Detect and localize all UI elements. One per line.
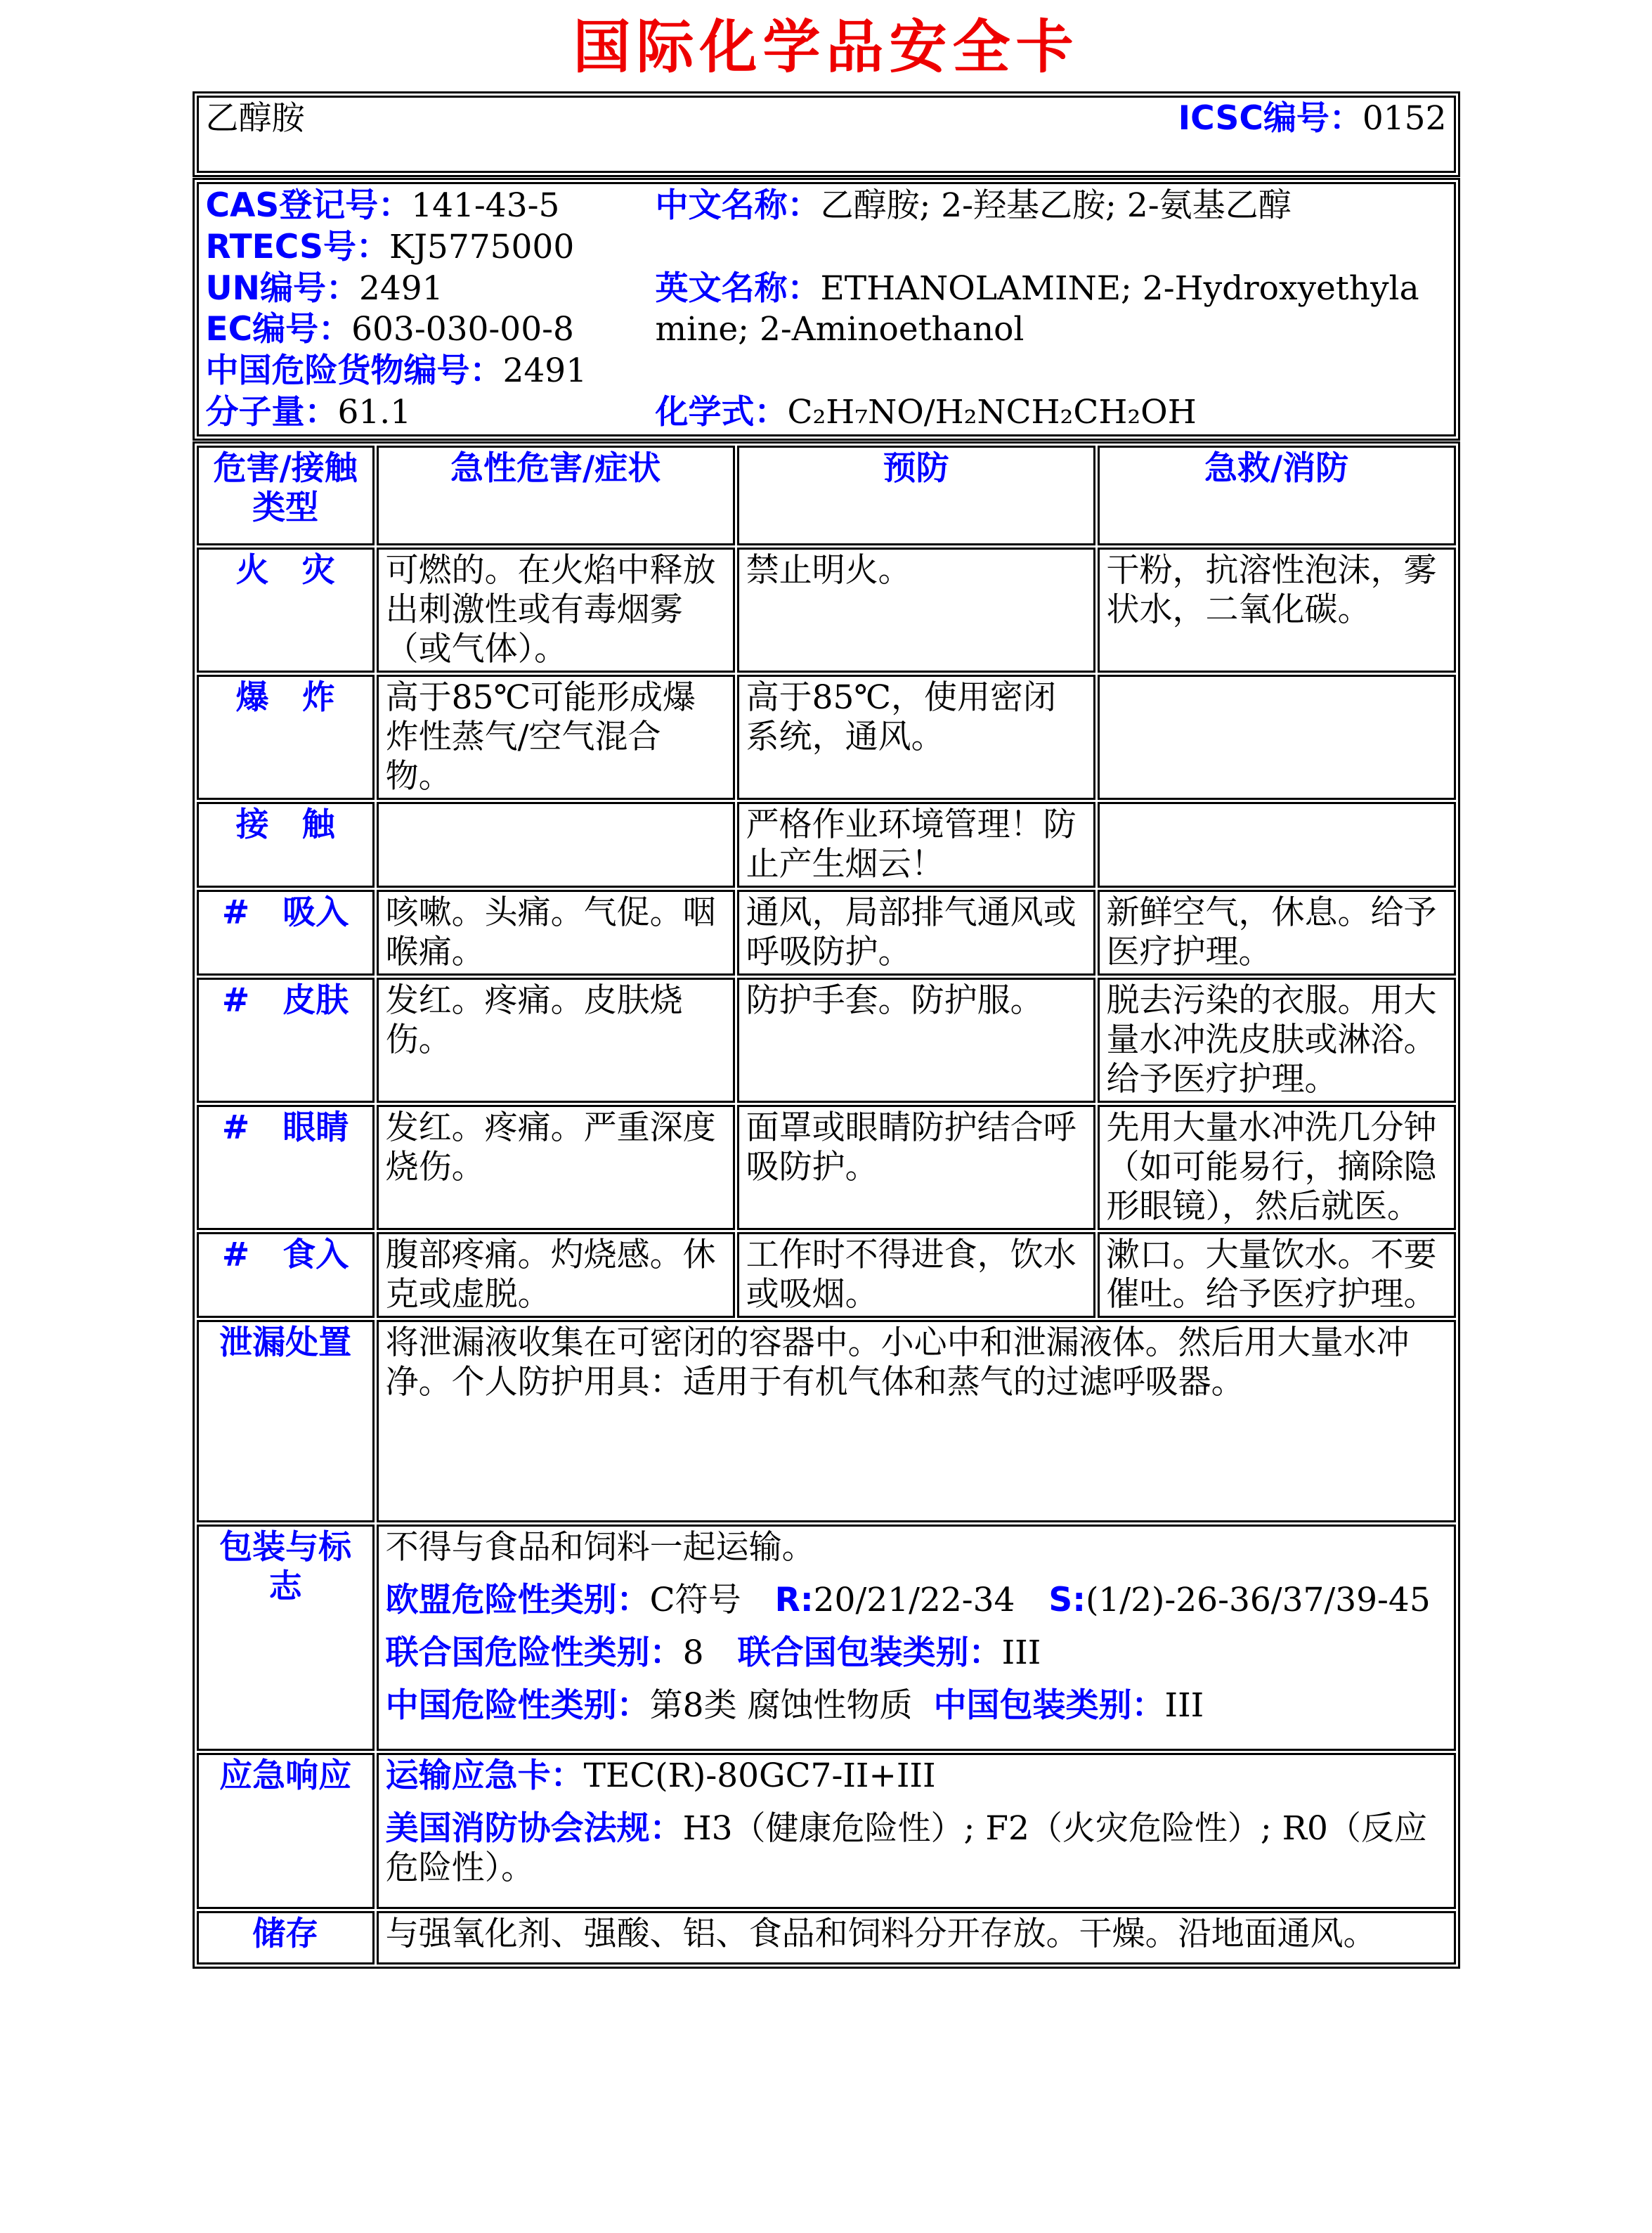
icsc-number-value: 0152 (1362, 99, 1447, 138)
substance-name: 乙醇胺 (205, 99, 305, 138)
explosion-symptoms: 高于85℃可能形成爆炸性蒸气/空气混合物。 (377, 675, 735, 800)
un-pack-label: 联合国包装类别： (737, 1633, 1002, 1672)
fire-firstaid: 干粉，抗溶性泡沫，雾状水，二氧化碳。 (1098, 548, 1456, 673)
molecular-weight-value: 61.1 (337, 392, 412, 432)
ingestion-firstaid: 漱口。大量饮水。不要催吐。给予医疗护理。 (1098, 1232, 1456, 1318)
nfpa-value: H3（健康危险性）; F2（火灾危险性）; R0（反应危险性）。 (385, 1809, 1427, 1887)
hazard-row-eyes (197, 1105, 1456, 1230)
r-phrases-label: R: (774, 1581, 814, 1619)
exposure-symptoms (377, 802, 735, 888)
china-dg-number-value: 2491 (502, 351, 587, 391)
substance-header-cell (197, 96, 1456, 173)
packaging-section-row (197, 1525, 1456, 1751)
skin-prevention: 防护手套。防护服。 (737, 978, 1095, 1103)
packaging-transport-note: 不得与食品和饲料一起运输。 (385, 1528, 815, 1567)
chemical-formula-label: 化学式： (655, 393, 788, 432)
inhalation-prevention: 通风，局部排气通风或呼吸防护。 (737, 890, 1095, 976)
fire-prevention: 禁止明火。 (737, 548, 1095, 673)
english-name-label: 英文名称： (655, 269, 821, 308)
row-label-eyes: # 眼睛 (197, 1105, 375, 1230)
skin-symptoms: 发红。疼痛。皮肤烧伤。 (377, 978, 735, 1103)
exposure-firstaid (1098, 802, 1456, 888)
rtecs-number-label: RTECS号： (205, 227, 389, 266)
packaging-content (377, 1525, 1456, 1751)
row-label-storage: 储存 (197, 1911, 375, 1965)
row-label-exposure: 接 触 (197, 802, 375, 888)
row-label-skin: # 皮肤 (197, 978, 375, 1103)
emergency-tec-line (386, 1756, 1447, 1796)
emergency-content (377, 1753, 1456, 1909)
rtecs-number-line (206, 227, 656, 268)
un-number-label: UN编号： (205, 268, 359, 308)
chinese-name-value: 乙醇胺; 2-羟基乙胺; 2-氨基乙醇 (820, 186, 1292, 225)
name-list (656, 186, 1447, 433)
row-label-ingestion: # 食入 (197, 1232, 375, 1318)
page-title: 国际化学品安全卡 (573, 14, 1079, 81)
chinese-name-label: 中文名称： (655, 186, 821, 225)
hazard-row-skin (197, 978, 1456, 1103)
chinese-name-line (656, 186, 1447, 226)
row-label-packaging: 包装与标志 (197, 1525, 375, 1751)
cn-class-value: 第8类 腐蚀性物质 (649, 1686, 913, 1725)
un-number-line (206, 268, 656, 309)
col-header-firstaid: 急救/消防 (1098, 446, 1456, 545)
ingestion-symptoms: 腹部疼痛。灼烧感。休克或虚脱。 (377, 1232, 735, 1318)
un-class-value: 8 (682, 1633, 704, 1672)
spill-section-row (197, 1320, 1456, 1522)
packaging-cn-line (386, 1686, 1447, 1726)
eyes-symptoms: 发红。疼痛。严重深度烧伤。 (377, 1105, 735, 1230)
ec-number-label: EC编号： (205, 310, 352, 349)
skin-firstaid: 脱去污染的衣服。用大量水冲洗皮肤或淋浴。给予医疗护理。 (1098, 978, 1456, 1103)
fire-symptoms: 可燃的。在火焰中释放出刺激性或有毒烟雾（或气体）。 (377, 548, 735, 673)
storage-text: 与强氧化剂、强酸、铝、食品和饲料分开存放。干燥。沿地面通风。 (377, 1911, 1456, 1965)
cas-number-value: 141-43-5 (411, 186, 560, 225)
english-name-line (656, 268, 1447, 350)
english-name-value: ETHANOLAMINE; 2-Hydroxyethylamine; 2-Aminoethanol (655, 269, 1419, 349)
chemical-formula-line (656, 392, 1447, 433)
eyes-firstaid: 先用大量水冲洗几分钟（如可能易行，摘除隐形眼镜），然后就医。 (1098, 1105, 1456, 1230)
s-phrases-value: (1/2)-26-36/37/39-45 (1086, 1581, 1431, 1619)
hazard-row-ingestion (197, 1232, 1456, 1318)
cas-number-label: CAS登记号： (205, 186, 412, 225)
row-label-inhalation: # 吸入 (197, 890, 375, 976)
icsc-number (1178, 99, 1447, 138)
cn-pack-label: 中国包装类别： (933, 1686, 1165, 1725)
hazard-row-inhalation (197, 890, 1456, 976)
china-dg-number-line (206, 351, 656, 391)
col-header-hazard-type: 危害/接触类型 (197, 446, 375, 545)
tec-card-label: 运输应急卡： (385, 1756, 584, 1795)
icsc-number-label: ICSC编号： (1178, 99, 1362, 138)
eu-class-label: 欧盟危险性类别： (385, 1581, 650, 1619)
packaging-eu-line (386, 1581, 1447, 1620)
cn-pack-value: III (1164, 1686, 1204, 1725)
emergency-section-row (197, 1753, 1456, 1909)
rtecs-number-value: KJ5775000 (389, 227, 575, 266)
ec-number-line (206, 309, 656, 350)
card-content (193, 91, 1460, 1969)
chemical-formula-value: C₂H₇NO/H₂NCH₂CH₂OH (787, 393, 1197, 432)
cn-class-label: 中国危险性类别： (385, 1686, 650, 1725)
row-label-spill: 泄漏处置 (197, 1320, 375, 1522)
explosion-firstaid (1098, 675, 1456, 800)
identifiers-cell (197, 182, 1456, 436)
eu-class-value: C符号 (649, 1581, 741, 1619)
identifiers-table (193, 178, 1460, 441)
un-number-value: 2491 (359, 268, 443, 308)
col-header-prevention: 预防 (737, 446, 1095, 545)
s-phrases-label: S: (1048, 1581, 1086, 1619)
row-label-explosion: 爆 炸 (197, 675, 375, 800)
tec-card-value: TEC(R)-80GC7-II+III (583, 1756, 936, 1795)
substance-header-table (193, 91, 1460, 177)
identifier-list (206, 186, 656, 433)
china-dg-number-label: 中国危险货物编号： (205, 351, 503, 391)
hazard-table-header-row (197, 446, 1456, 545)
eyes-prevention: 面罩或眼睛防护结合呼吸防护。 (737, 1105, 1095, 1230)
packaging-un-line (386, 1633, 1447, 1673)
hazard-row-fire (197, 548, 1456, 673)
spill-text: 将泄漏液收集在可密闭的容器中。小心中和泄漏液体。然后用大量水冲净。个人防护用具：适用于有机气体和蒸气的过滤呼吸器。 (377, 1320, 1456, 1522)
col-header-symptoms: 急性危害/症状 (377, 446, 735, 545)
explosion-prevention: 高于85℃，使用密闭系统，通风。 (737, 675, 1095, 800)
inhalation-symptoms: 咳嗽。头痛。气促。咽喉痛。 (377, 890, 735, 976)
hazard-table (193, 441, 1460, 1969)
emergency-nfpa-line (386, 1809, 1447, 1888)
molecular-weight-line (206, 392, 656, 433)
row-label-emergency: 应急响应 (197, 1753, 375, 1909)
ec-number-value: 603-030-00-8 (351, 310, 574, 349)
cas-number-line (206, 186, 656, 226)
inhalation-firstaid: 新鲜空气，休息。给予医疗护理。 (1098, 890, 1456, 976)
r-phrases-value: 20/21/22-34 (813, 1581, 1015, 1619)
hazard-row-exposure (197, 802, 1456, 888)
hazard-row-explosion (197, 675, 1456, 800)
row-label-fire: 火 灾 (197, 548, 375, 673)
un-pack-value: III (1001, 1633, 1041, 1672)
exposure-prevention: 严格作业环境管理！防止产生烟云！ (737, 802, 1095, 888)
un-class-label: 联合国危险性类别： (385, 1633, 683, 1672)
nfpa-label: 美国消防协会法规： (385, 1809, 683, 1848)
ingestion-prevention: 工作时不得进食，饮水或吸烟。 (737, 1232, 1095, 1318)
storage-section-row (197, 1911, 1456, 1965)
molecular-weight-label: 分子量： (205, 392, 338, 432)
